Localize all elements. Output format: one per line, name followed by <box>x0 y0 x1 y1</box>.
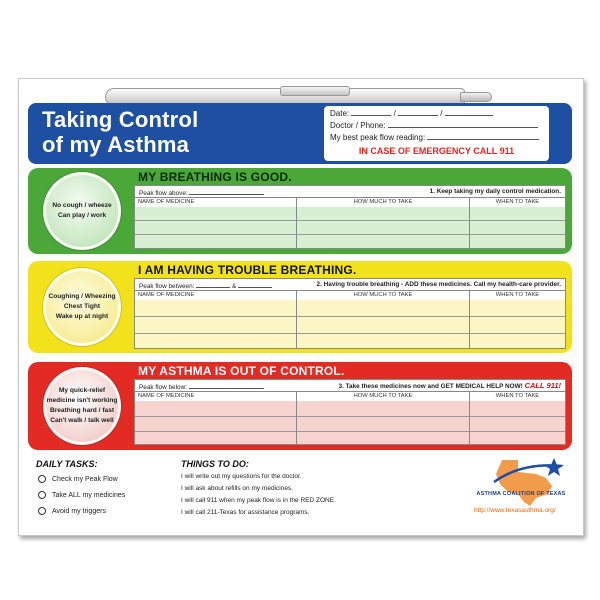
yellow-instruction: 2. Having trouble breathing - ADD these medicines. Call my health-care provider. <box>316 281 561 288</box>
green-symptom-badge: No cough / wheeze Can play / work <box>43 172 121 250</box>
col-medicine-name: NAME OF MEDICINE <box>138 292 195 298</box>
yellow-zone-heading: I AM HAVING TROUBLE BREATHING. <box>138 263 357 277</box>
col-when: WHEN TO TAKE <box>495 199 540 205</box>
col-medicine-name: NAME OF MEDICINE <box>138 199 195 205</box>
texas-star-logo-icon <box>474 452 570 510</box>
yellow-amount-rows[interactable] <box>297 300 469 348</box>
green-amount-rows[interactable] <box>297 207 469 248</box>
daily-task-item[interactable]: Avoid my triggers <box>38 507 106 515</box>
col-medicine-name: NAME OF MEDICINE <box>138 393 195 399</box>
yellow-medicine-panel <box>134 278 566 349</box>
header-banner <box>28 103 572 164</box>
red-symptom-badge: My quick-relief medicine isn't working Breathing hard / fast Can't walk / talk well <box>43 367 121 445</box>
call-911-label: CALL 911! <box>524 381 561 390</box>
yellow-zone <box>28 261 572 353</box>
red-peak-flow-field[interactable]: Peak flow below: <box>139 381 264 391</box>
red-zone <box>28 362 572 450</box>
green-medicine-rows[interactable] <box>135 207 296 248</box>
website-link[interactable]: http://www.texasasthma.org/ <box>474 507 556 514</box>
daily-task-item[interactable]: Check my Peak Flow <box>38 475 118 483</box>
doctor-phone-field[interactable]: Doctor / Phone: <box>330 120 543 132</box>
coalition-logo-text: ASTHMA COALITION OF TEXAS <box>476 491 566 497</box>
col-when: WHEN TO TAKE <box>495 292 540 298</box>
emergency-notice: IN CASE OF EMERGENCY CALL 911 <box>358 146 515 156</box>
green-when-rows[interactable] <box>470 207 565 248</box>
yellow-peak-flow-field[interactable]: Peak flow between: & <box>139 280 272 290</box>
red-medicine-panel <box>134 379 566 445</box>
checkbox-icon[interactable] <box>38 507 46 515</box>
green-instruction: 1. Keep taking my daily control medication. <box>429 188 561 195</box>
yellow-when-rows[interactable] <box>470 300 565 348</box>
red-instruction: 3. Take these medicines now and GET MEDICAL HELP NOW! <box>338 383 523 390</box>
col-when: WHEN TO TAKE <box>495 393 540 399</box>
date-field[interactable]: Date: / / <box>330 108 543 120</box>
green-zone-heading: MY BREATHING IS GOOD. <box>138 170 292 184</box>
checkbox-icon[interactable] <box>38 491 46 499</box>
todo-item: I will ask about refills on my medicines. <box>181 485 293 492</box>
todo-item: I will write out my questions for the doctor. <box>181 473 302 480</box>
yellow-symptom-badge: Coughing / Wheezing Chest Tight Wake up at night <box>43 268 121 346</box>
col-how-much: HOW MUCH TO TAKE <box>353 292 413 298</box>
green-zone <box>28 168 572 254</box>
checkbox-icon[interactable] <box>38 475 46 483</box>
red-amount-rows[interactable] <box>297 401 469 444</box>
things-to-do-title: THINGS TO DO: <box>181 459 249 469</box>
green-medicine-panel <box>134 185 566 249</box>
info-box <box>324 106 549 161</box>
daily-tasks-title: DAILY TASKS: <box>36 459 98 469</box>
todo-item: I will call 911 when my peak flow is in the RED ZONE. <box>181 497 336 504</box>
todo-item: I will call 211-Texas for assistance programs. <box>181 509 310 516</box>
daily-task-item[interactable]: Take ALL my medicines <box>38 491 125 499</box>
col-how-much: HOW MUCH TO TAKE <box>353 393 413 399</box>
yellow-medicine-rows[interactable] <box>135 300 296 348</box>
col-how-much: HOW MUCH TO TAKE <box>353 199 413 205</box>
red-when-rows[interactable] <box>470 401 565 444</box>
green-peak-flow-field[interactable]: Peak flow above: <box>139 187 264 197</box>
red-medicine-rows[interactable] <box>135 401 296 444</box>
red-zone-heading: MY ASTHMA IS OUT OF CONTROL. <box>138 364 345 378</box>
page-title: Taking Control of my Asthma <box>42 107 199 157</box>
peak-flow-field[interactable]: My best peak flow reading: <box>330 132 543 144</box>
